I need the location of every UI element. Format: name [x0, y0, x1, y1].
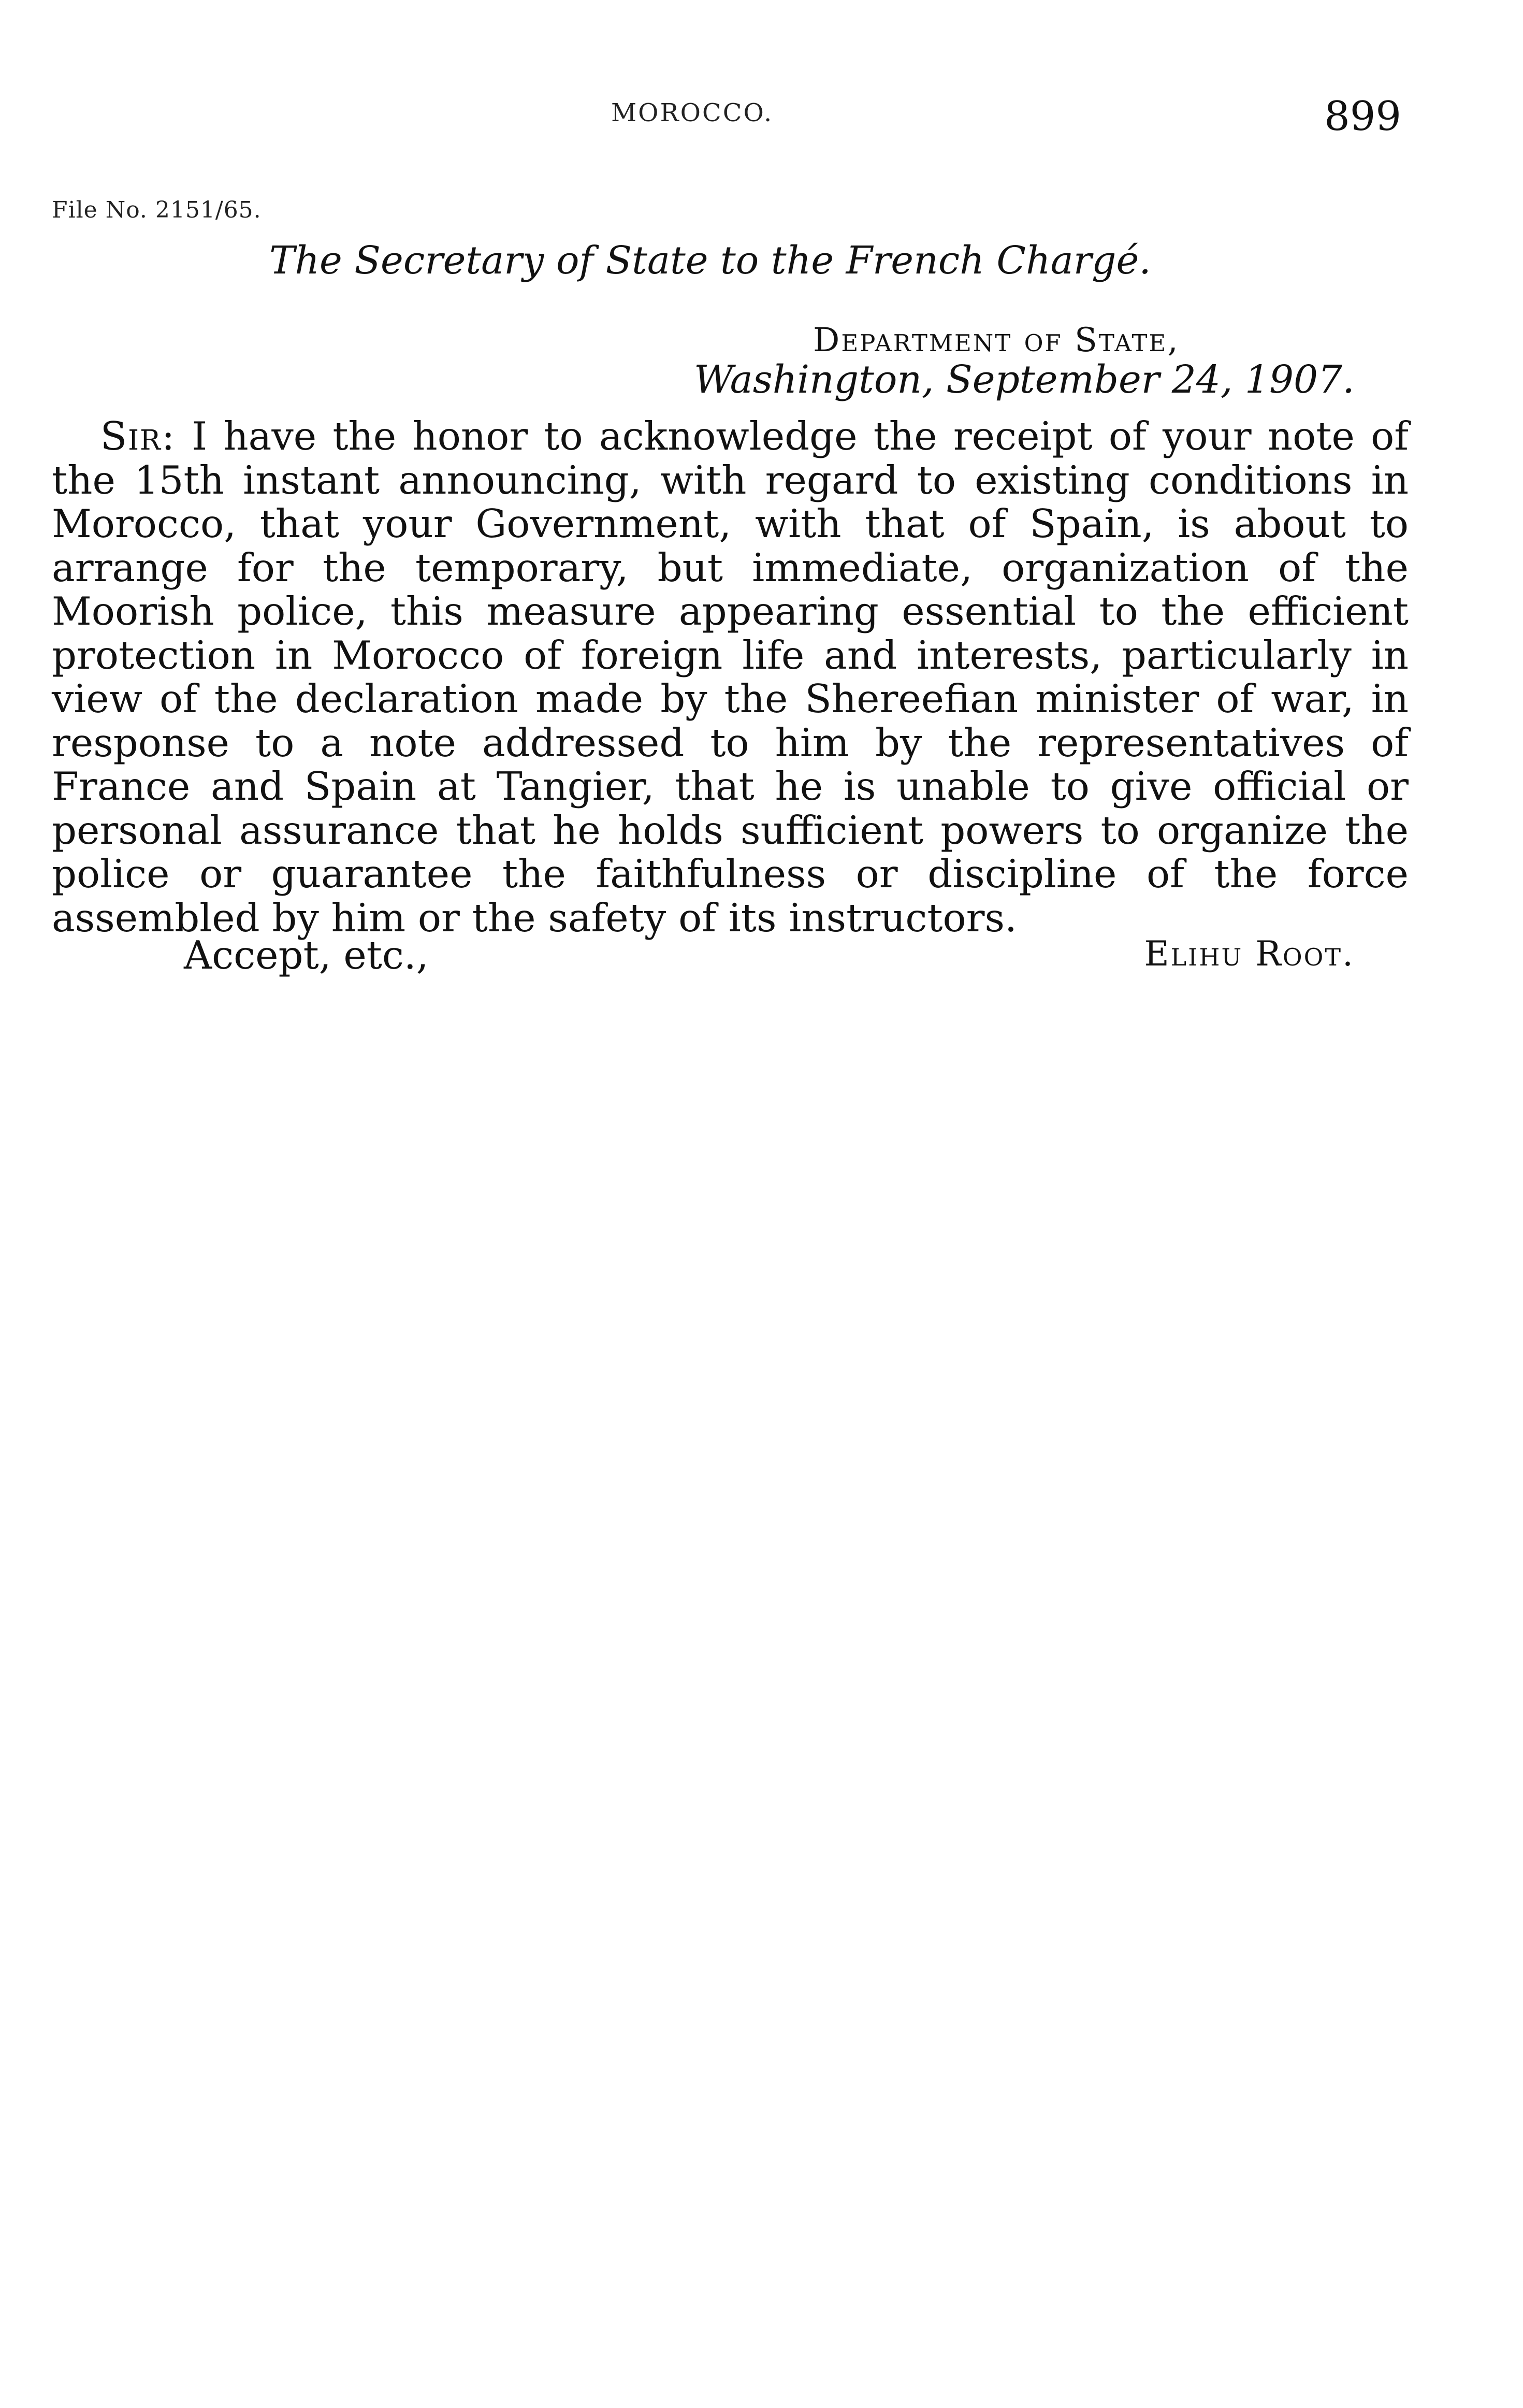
letter-body	[52, 414, 1409, 940]
letter-heading: The Secretary of State to the French Chargé.	[269, 238, 1151, 283]
closing: Accept, etc.,	[184, 932, 429, 978]
file-number: File No. 2151/65.	[52, 197, 262, 223]
page-number: 899	[1324, 93, 1401, 140]
dateline-department: Department of State,	[813, 321, 1180, 359]
salutation: Sir:	[100, 413, 176, 459]
dateline-place-date: Washington, September 24, 1907.	[694, 357, 1355, 402]
signature: Elihu Root.	[1144, 934, 1355, 974]
body-paragraph: I have the honor to acknowledge the receipt of your note of the 15th instant announcing, with regard to existing conditions in Morocco, that your Government, with that of Spain, is about to arrange for the temporary, but immediate, organization of the Moorish police, this measure appearing essential to the efficient protection in Morocco of foreign life and interests, particularly in view of the declaration made by the Shereefian minister of war, in response to a note addressed to him by the representatives of France and Spain at Tangier, that he is unable to give official or personal assurance that he holds sufficient powers to organize the police or guarantee the faithfulness or discipline of the force assembled by him or the safety of its instructors.	[52, 413, 1409, 941]
running-head: MOROCCO.	[611, 98, 774, 127]
